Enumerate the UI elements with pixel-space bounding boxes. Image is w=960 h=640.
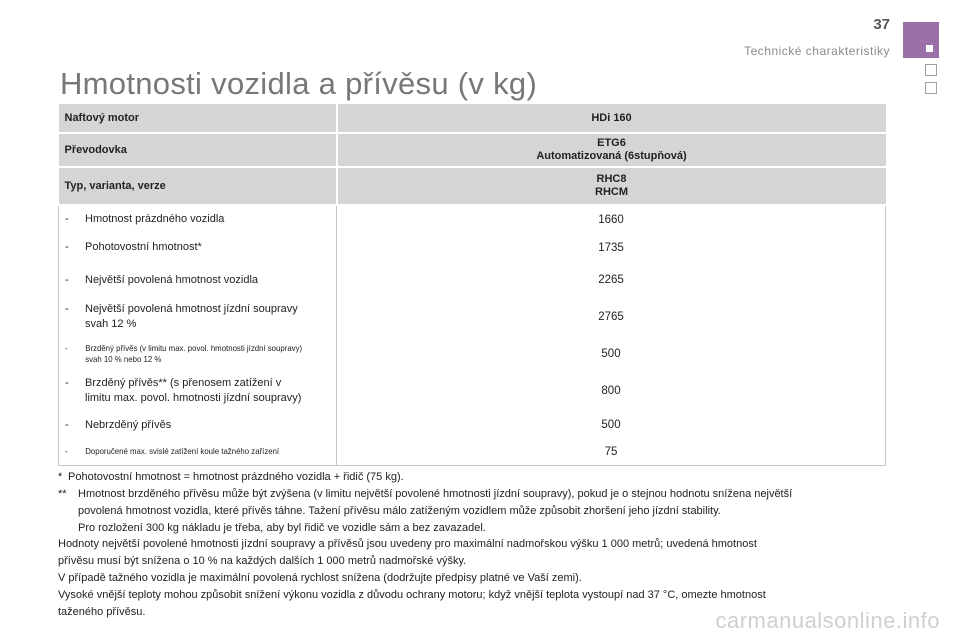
table-row bbox=[59, 233, 886, 262]
header-value bbox=[337, 133, 886, 167]
row-label bbox=[59, 205, 337, 233]
header-value bbox=[337, 104, 886, 133]
table-header-row bbox=[59, 167, 886, 205]
row-dash: - bbox=[65, 213, 69, 225]
chapter-tab-active[interactable] bbox=[903, 22, 939, 58]
row-label bbox=[59, 298, 337, 336]
row-label-line: Brzděný přívěs** (s přenosem zatížení v bbox=[85, 377, 282, 389]
row-value: 500 bbox=[337, 411, 886, 439]
row-label bbox=[59, 411, 337, 439]
row-label-line: svah 12 % bbox=[85, 318, 137, 330]
row-value: 500 bbox=[337, 336, 886, 371]
row-value: 2265 bbox=[337, 262, 886, 298]
footnote-text: Pro rozložení 300 kg nákladu je třeba, aby byl řidič ve vozidle sám a bez zavazadel. bbox=[78, 522, 486, 534]
footnote-mark: * bbox=[58, 471, 63, 483]
row-value: 2765 bbox=[337, 298, 886, 336]
table-row bbox=[59, 439, 886, 465]
header-value-line: RHCM bbox=[595, 186, 628, 198]
section-title: Technické charakteristiky bbox=[744, 44, 890, 58]
footnotes bbox=[58, 469, 898, 537]
header-label: Naftový motor bbox=[59, 104, 337, 133]
row-label-line: limitu max. povol. hmotnosti jízdní soupravy) bbox=[85, 392, 302, 404]
footnote-mark: ** bbox=[58, 488, 67, 500]
header-label: Převodovka bbox=[59, 133, 337, 167]
header-value-line: HDi 160 bbox=[591, 111, 632, 124]
row-dash: - bbox=[65, 241, 69, 253]
table-row bbox=[59, 262, 886, 298]
row-label-line: Hmotnost prázdného vozidla bbox=[85, 213, 225, 225]
footnote bbox=[58, 486, 898, 537]
paragraph-line: V případě tažného vozidla je maximální povolená rychlost snížena (dodržujte předpisy platné ve Vaší zemi). bbox=[58, 572, 582, 584]
table-row bbox=[59, 371, 886, 411]
table-row bbox=[59, 205, 886, 233]
watermark: carmanualsonline.info bbox=[715, 608, 940, 633]
row-label-line: Největší povolená hmotnost jízdní soupravy bbox=[85, 303, 298, 315]
row-label-line: Doporučené max. svislé zatížení koule tažného zařízení bbox=[85, 446, 280, 457]
chapter-tab[interactable] bbox=[925, 82, 937, 94]
row-dash: - bbox=[65, 418, 69, 431]
footnote-text: Hmotnost brzděného přívěsu může být zvýšena (v limitu největší povolené hmotnosti jízdní soupravy), pokud je o stejnou hodnotu snížena největší bbox=[78, 488, 793, 500]
row-label bbox=[59, 233, 337, 262]
row-label bbox=[59, 439, 337, 465]
row-label bbox=[59, 262, 337, 298]
row-dash: - bbox=[65, 446, 68, 457]
footnote-text: Pohotovostní hmotnost = hmotnost prázdného vozidla + řidič (75 kg). bbox=[68, 471, 404, 483]
header-value-line: Automatizovaná (6stupňová) bbox=[536, 150, 687, 162]
row-label-line: svah 10 % nebo 12 % bbox=[85, 353, 162, 364]
tab-square-icon bbox=[926, 45, 933, 52]
table-row bbox=[59, 411, 886, 439]
page-title: Hmotnosti vozidla a přívěsu (v kg) bbox=[60, 66, 538, 101]
footnote-text: povolená hmotnost vozidla, které přívěs táhne. Tažení přívěsu málo zatíženým vozidlem může způsobit zhoršení jeho jízdní stability. bbox=[78, 505, 721, 517]
paragraph-line: přívěsu musí být snížena o 10 % na každých dalších 1 000 metrů nadmořské výšky. bbox=[58, 555, 467, 567]
row-label-line: Brzděný přívěs (v limitu max. povol. hmotnosti jízdní soupravy) bbox=[85, 342, 303, 353]
paragraph-line: Vysoké vnější teploty mohou způsobit snížení výkonu vozidla z důvodu ochrany motoru; když vnější teplota vystoupí nad 37 °C, omezte hmotnost bbox=[58, 589, 766, 601]
header-value-line: RHC8 bbox=[596, 173, 627, 185]
table-row bbox=[59, 336, 886, 371]
paragraph-line: taženého přívěsu. bbox=[58, 606, 146, 618]
row-label bbox=[59, 336, 337, 371]
row-dash: - bbox=[65, 303, 69, 315]
row-label-line: Nebrzděný přívěs bbox=[85, 418, 172, 431]
header-value-line: ETG6 bbox=[597, 137, 626, 149]
header-value bbox=[337, 167, 886, 205]
paragraph-line: Hodnoty největší povolené hmotnosti jízdní soupravy a přívěsů jsou uvedeny pro maximální nadmořskou výšku 1 000 metrů; uvedená hmotnost bbox=[58, 538, 757, 550]
table-header-row bbox=[59, 133, 886, 167]
chapter-tab[interactable] bbox=[925, 64, 937, 76]
row-value: 1660 bbox=[337, 205, 886, 233]
table-row bbox=[59, 298, 886, 336]
row-value: 1735 bbox=[337, 233, 886, 262]
row-value: 75 bbox=[337, 439, 886, 465]
row-dash: - bbox=[65, 377, 69, 389]
table-header-row bbox=[59, 104, 886, 133]
row-dash: - bbox=[65, 273, 69, 286]
row-value: 800 bbox=[337, 371, 886, 411]
header-label: Typ, varianta, verze bbox=[59, 167, 337, 205]
row-label-line: Největší povolená hmotnost vozidla bbox=[85, 273, 259, 286]
weights-table bbox=[58, 104, 886, 466]
row-label-line: Pohotovostní hmotnost* bbox=[85, 241, 202, 253]
row-label bbox=[59, 371, 337, 411]
row-dash: - bbox=[65, 342, 68, 353]
page-number: 37 bbox=[873, 16, 890, 33]
footnote bbox=[58, 469, 898, 486]
